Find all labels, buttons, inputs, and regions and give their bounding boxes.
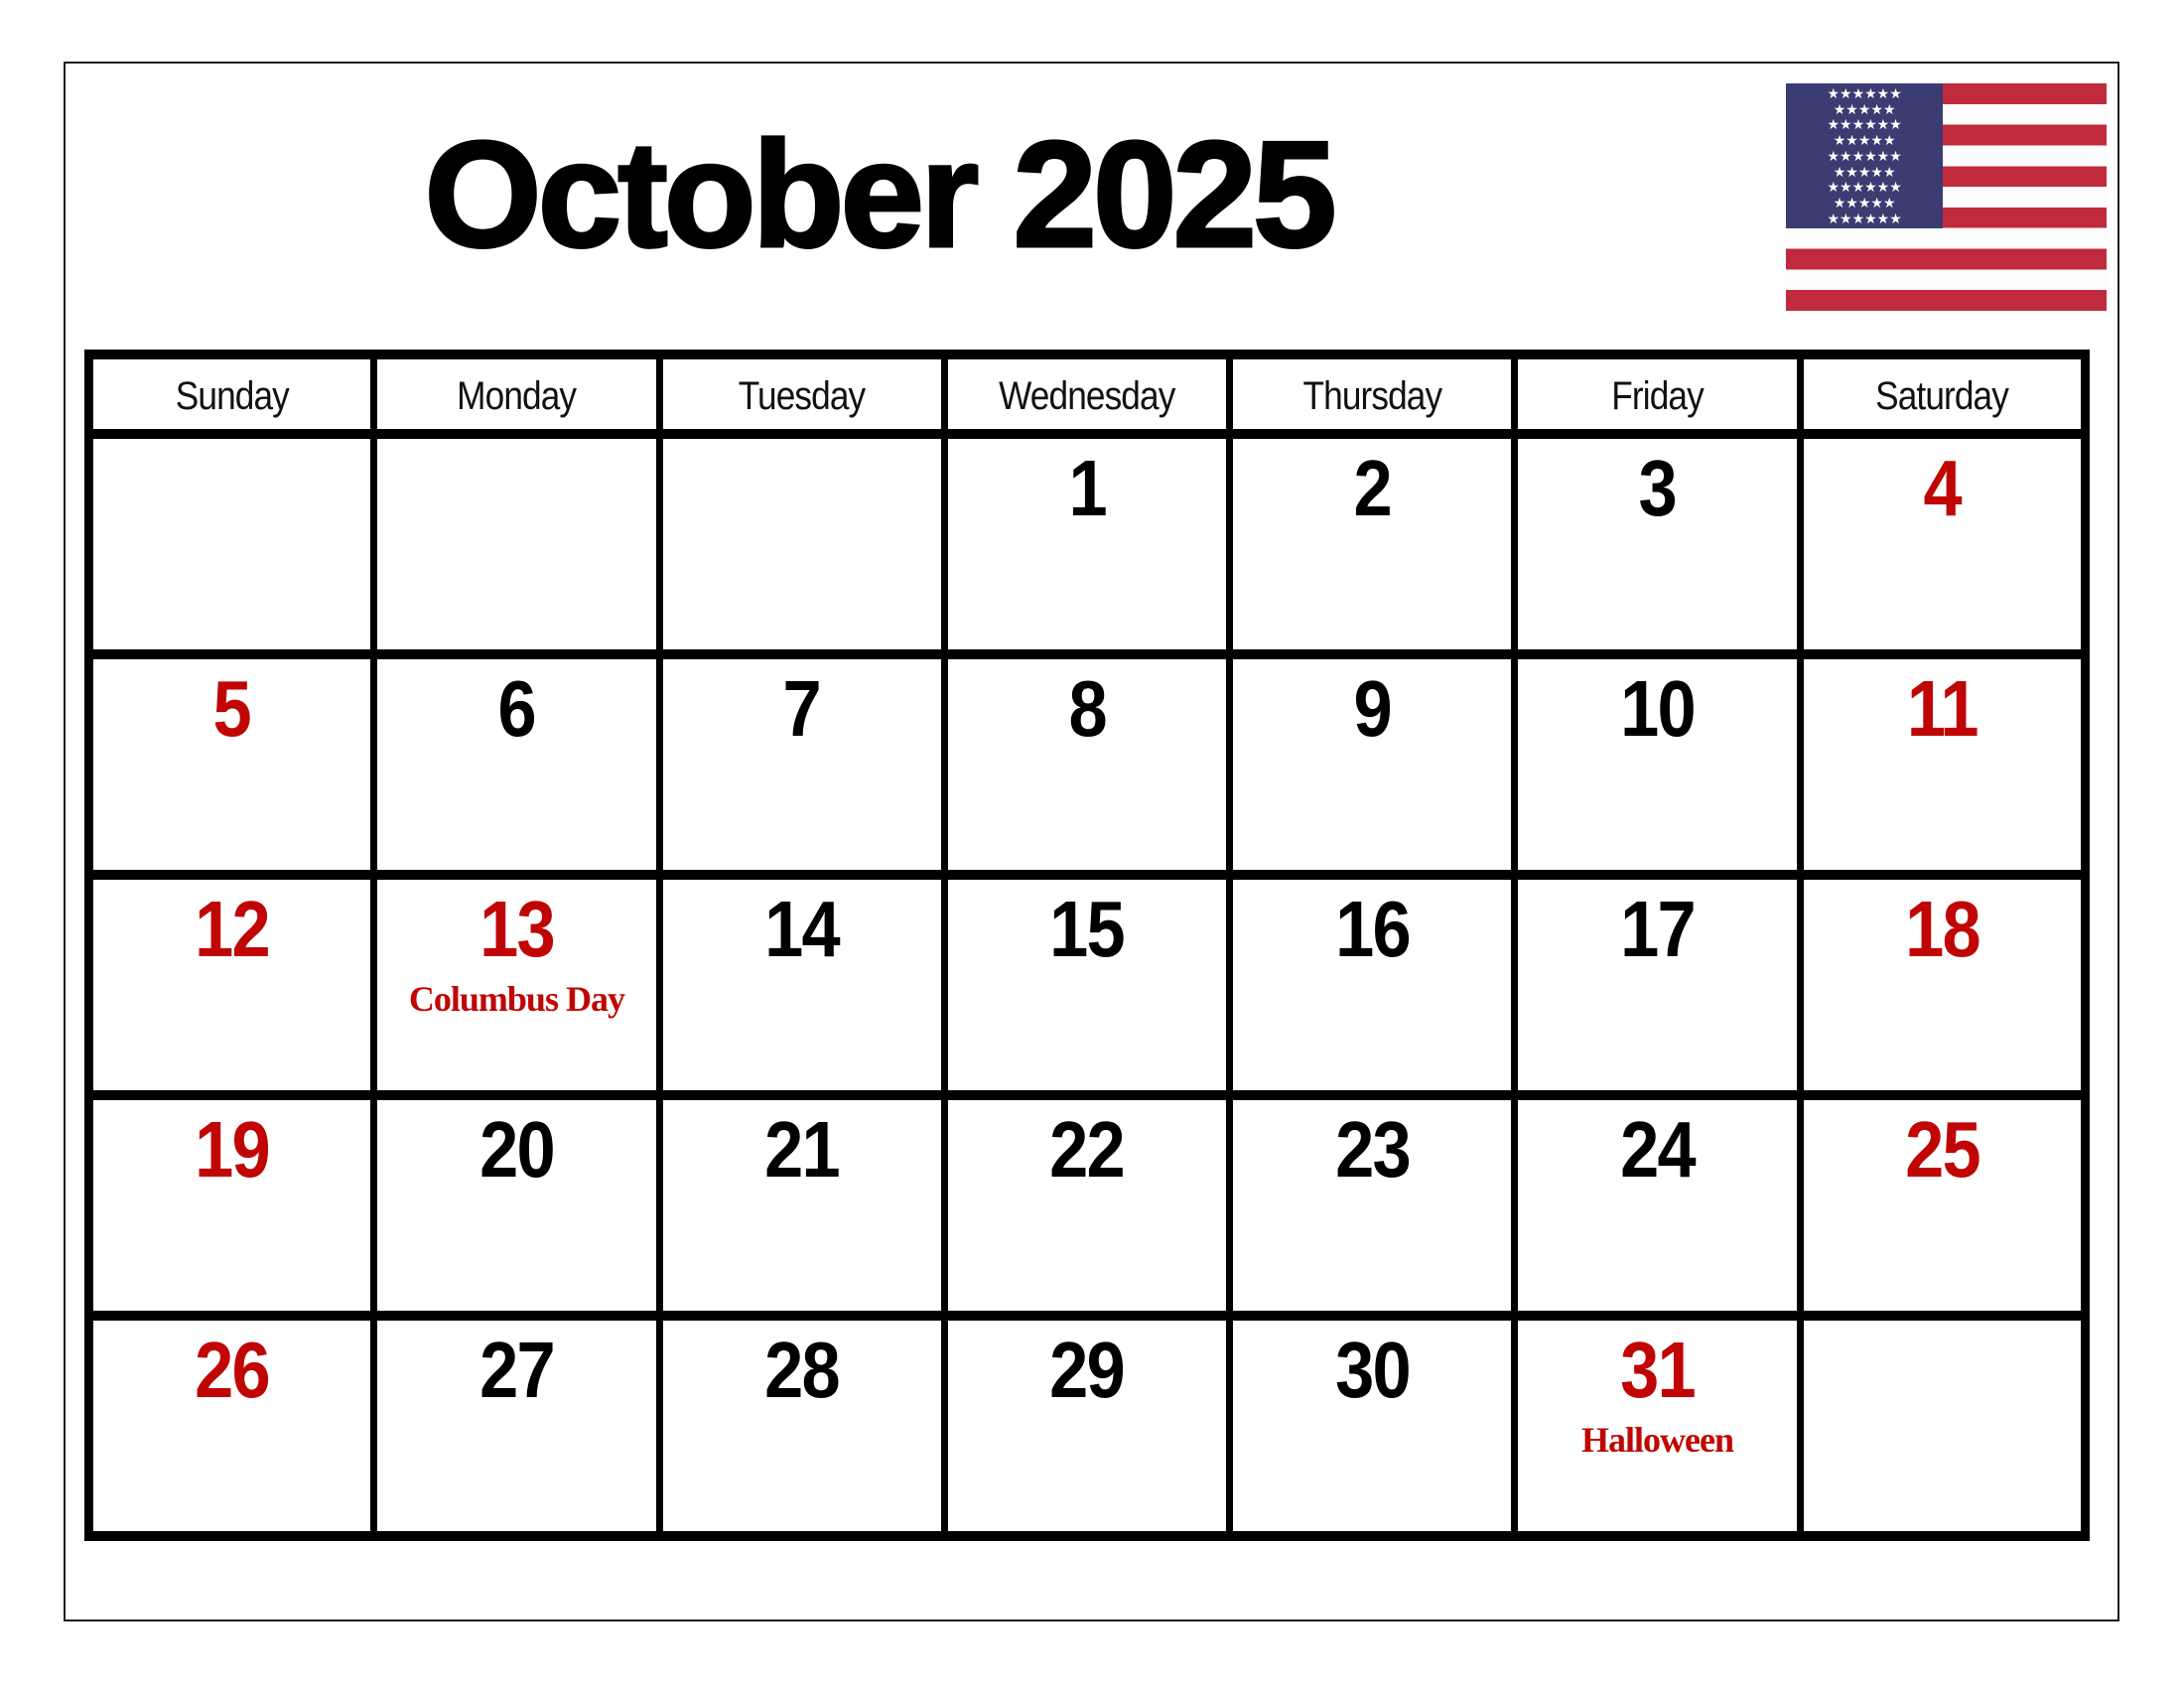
holiday-label-halloween: Halloween: [1581, 1420, 1734, 1460]
date-cell-9: 9: [1230, 654, 1515, 875]
us-flag-canton: ★★★★★★ ★★★★★ ★★★★★★ ★★★★★ ★★★★★★ ★★★★★ ★★★★★★ ★★★★★ ★★★★★★: [1786, 83, 1943, 228]
week-row-1: [89, 434, 2086, 654]
date-cell-6: 6: [374, 654, 659, 875]
week-row-5: [89, 1316, 2086, 1536]
date-cell-8: 8: [944, 654, 1229, 875]
date-cell-31: 31 Halloween: [1515, 1316, 1800, 1536]
page-title: October 2025: [424, 110, 1333, 279]
day-header-thursday: Thursday: [1230, 354, 1515, 434]
date-cell-23: 23: [1230, 1095, 1515, 1316]
date-cell-22: 22: [944, 1095, 1229, 1316]
calendar-table: [84, 350, 2090, 1541]
date-cell-12: 12: [89, 875, 374, 1095]
date-cell-20: 20: [374, 1095, 659, 1316]
date-cell-10: 10: [1515, 654, 1800, 875]
date-cell-1: 1: [944, 434, 1229, 654]
date-cell-29: 29: [944, 1316, 1229, 1536]
holiday-label-columbus-day: Columbus Day: [408, 979, 624, 1019]
date-cell-21: 21: [659, 1095, 944, 1316]
date-cell-27: 27: [374, 1316, 659, 1536]
date-cell-14: 14: [659, 875, 944, 1095]
day-header-saturday: Saturday: [1800, 354, 2085, 434]
day-header-row: [89, 354, 2086, 434]
date-cell-24: 24: [1515, 1095, 1800, 1316]
week-row-4: [89, 1095, 2086, 1316]
week-row-3: [89, 875, 2086, 1095]
us-flag-icon: [1786, 83, 2107, 311]
date-cell-3: 3: [1515, 434, 1800, 654]
date-cell-5: 5: [89, 654, 374, 875]
empty-cell: [89, 434, 374, 654]
date-cell-4: 4: [1800, 434, 2085, 654]
day-header-monday: Monday: [374, 354, 659, 434]
date-cell-19: 19: [89, 1095, 374, 1316]
date-cell-25: 25: [1800, 1095, 2085, 1316]
date-cell-28: 28: [659, 1316, 944, 1536]
date-cell-11: 11: [1800, 654, 2085, 875]
date-cell-17: 17: [1515, 875, 1800, 1095]
empty-cell: [374, 434, 659, 654]
date-cell-26: 26: [89, 1316, 374, 1536]
day-header-friday: Friday: [1515, 354, 1800, 434]
week-row-2: [89, 654, 2086, 875]
date-cell-7: 7: [659, 654, 944, 875]
empty-cell: [1800, 1316, 2085, 1536]
date-cell-2: 2: [1230, 434, 1515, 654]
empty-cell: [659, 434, 944, 654]
date-cell-13: 13 Columbus Day: [374, 875, 659, 1095]
day-header-tuesday: Tuesday: [659, 354, 944, 434]
date-cell-30: 30: [1230, 1316, 1515, 1536]
date-cell-18: 18: [1800, 875, 2085, 1095]
date-cell-15: 15: [944, 875, 1229, 1095]
day-header-sunday: Sunday: [89, 354, 374, 434]
date-cell-16: 16: [1230, 875, 1515, 1095]
day-header-wednesday: Wednesday: [944, 354, 1229, 434]
